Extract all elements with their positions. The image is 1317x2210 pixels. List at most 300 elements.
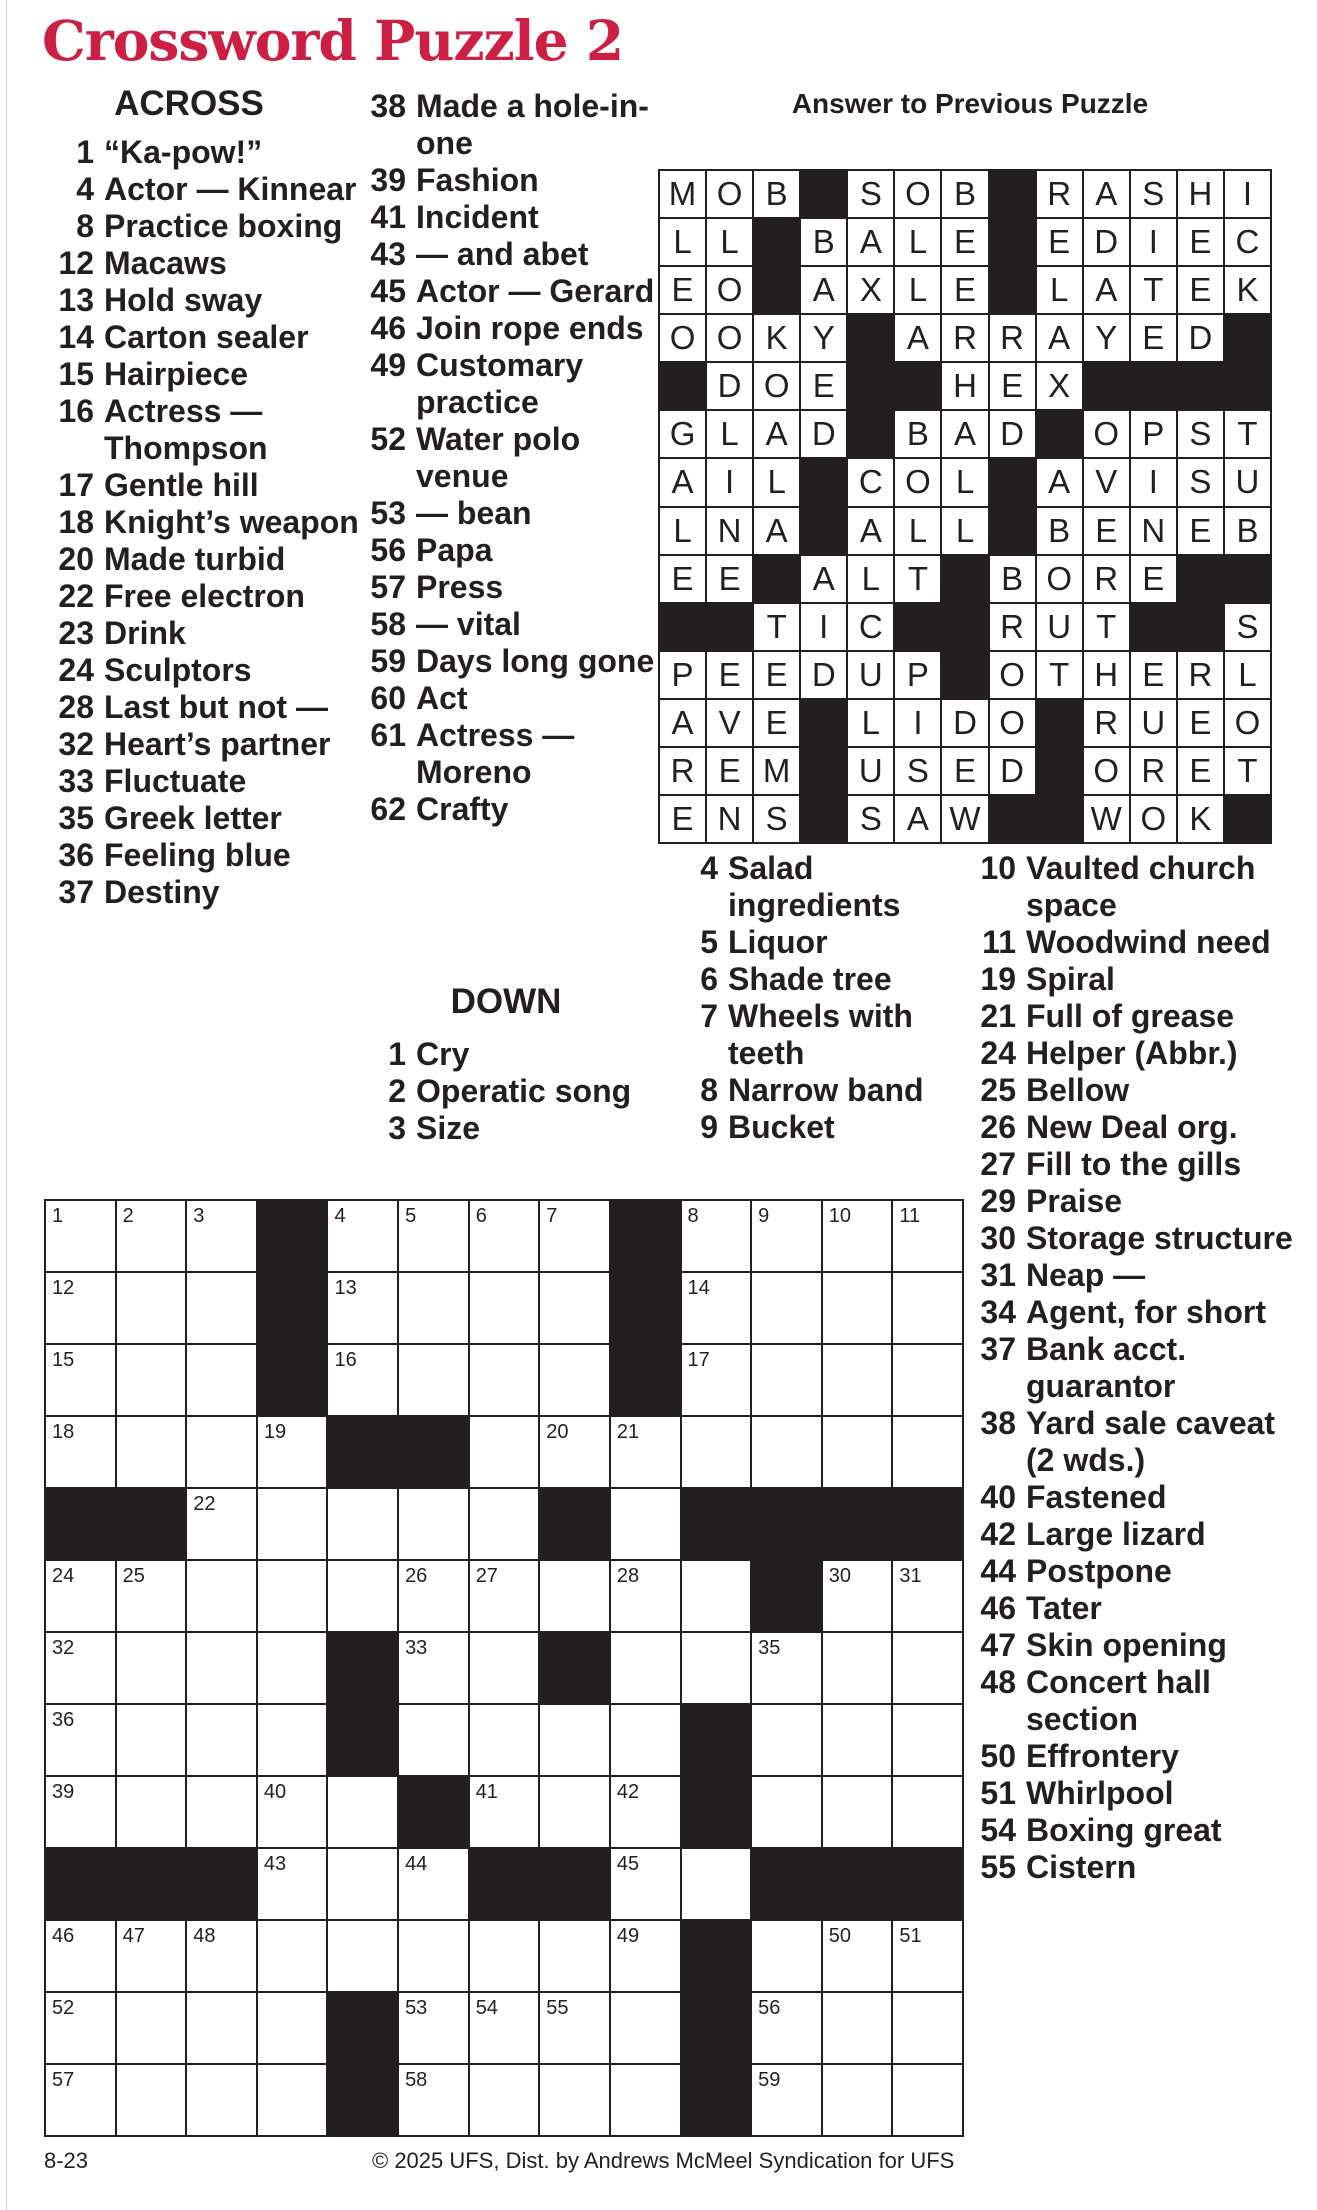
answer-letter: A: [801, 556, 846, 602]
clue-text: Hold sway: [104, 282, 263, 318]
answer-letter: I: [1131, 459, 1176, 505]
clue-text: Spiral: [1026, 961, 1115, 997]
grid-square[interactable]: [46, 1345, 115, 1415]
grid-block: [611, 1345, 680, 1415]
clue-number: 24: [980, 1035, 1016, 1071]
grid-square[interactable]: [46, 1633, 115, 1703]
clue-number: 40: [980, 1479, 1016, 1515]
answer-block: [942, 604, 987, 650]
clue-number: 11: [982, 924, 1016, 960]
grid-square[interactable]: [823, 1705, 892, 1775]
clue-text: Join rope ends: [416, 310, 644, 346]
grid-square[interactable]: [46, 1561, 115, 1631]
grid-block: [540, 1489, 609, 1559]
grid-square[interactable]: [470, 1777, 539, 1847]
clue-item: [668, 924, 968, 961]
grid-square[interactable]: [682, 1633, 751, 1703]
answer-letter: E: [1178, 267, 1223, 313]
answer-letter: M: [754, 748, 799, 794]
grid-square[interactable]: [399, 1489, 468, 1559]
answer-block: [990, 459, 1035, 505]
answer-letter: S: [754, 796, 799, 842]
grid-square[interactable]: [823, 1273, 892, 1343]
grid-square[interactable]: [470, 1417, 539, 1487]
grid-square[interactable]: [893, 2065, 962, 2135]
clue-item: [966, 1183, 1311, 1220]
answer-letter: S: [1131, 171, 1176, 217]
square-number: 45: [616, 1853, 640, 1875]
clue-item: [966, 1294, 1311, 1331]
answer-block: [942, 652, 987, 698]
answer-letter: A: [942, 411, 987, 457]
square-number: 3: [193, 1205, 205, 1227]
square-number: 55: [546, 1997, 569, 2019]
answer-letter: X: [848, 267, 893, 313]
square-number: 25: [122, 1565, 145, 1587]
grid-square[interactable]: [893, 1201, 962, 1271]
grid-square[interactable]: [540, 1345, 609, 1415]
clue-number: 37: [58, 874, 94, 910]
square-number: 9: [758, 1205, 770, 1227]
answer-letter: L: [707, 219, 752, 265]
grid-square[interactable]: [752, 1705, 821, 1775]
grid-square[interactable]: [893, 1777, 962, 1847]
clue-number: 50: [980, 1738, 1016, 1774]
grid-square[interactable]: [540, 1777, 609, 1847]
clue-item: [44, 208, 364, 245]
answer-letter: E: [660, 796, 705, 842]
answer-letter: A: [1084, 267, 1129, 313]
grid-square[interactable]: [540, 1705, 609, 1775]
answer-letter: B: [1225, 508, 1270, 554]
grid-square[interactable]: [328, 1489, 397, 1559]
grid-block: [682, 1705, 751, 1775]
grid-square[interactable]: [470, 1921, 539, 1991]
grid-square[interactable]: [258, 1561, 327, 1631]
grid-square[interactable]: [893, 1993, 962, 2063]
grid-square[interactable]: [752, 1417, 821, 1487]
answer-block: [848, 315, 893, 361]
grid-square[interactable]: [540, 1201, 609, 1271]
answer-letter: E: [1131, 315, 1176, 361]
answer-block: [1225, 556, 1270, 602]
clue-item: [356, 643, 676, 680]
clue-item: [44, 467, 364, 504]
grid-square[interactable]: [823, 1993, 892, 2063]
answer-letter: B: [754, 171, 799, 217]
grid-square[interactable]: [258, 1705, 327, 1775]
puzzle-date: 8-23: [44, 2148, 89, 2173]
grid-block: [752, 1849, 821, 1919]
answer-letter: D: [801, 652, 846, 698]
grid-square[interactable]: [893, 1561, 962, 1631]
grid-square[interactable]: [540, 1993, 609, 2063]
grid-square[interactable]: [823, 1633, 892, 1703]
grid-square[interactable]: [470, 1993, 539, 2063]
answer-letter: P: [895, 652, 940, 698]
square-number: 35: [758, 1637, 781, 1659]
grid-square[interactable]: [399, 1561, 468, 1631]
answer-letter: A: [801, 267, 846, 313]
grid-square[interactable]: [117, 1777, 186, 1847]
grid-square[interactable]: [399, 1345, 468, 1415]
previous-answer-grid: [658, 169, 1272, 844]
grid-square[interactable]: [117, 1921, 186, 1991]
answer-letter: A: [895, 315, 940, 361]
square-number: 32: [52, 1637, 75, 1659]
grid-square[interactable]: [470, 1633, 539, 1703]
clue-text: Helper (Abbr.): [1026, 1035, 1238, 1071]
grid-square[interactable]: [399, 1849, 468, 1919]
grid-square[interactable]: [752, 2065, 821, 2135]
answer-letter: D: [1084, 219, 1129, 265]
answer-letter: D: [990, 411, 1035, 457]
grid-square[interactable]: [893, 1417, 962, 1487]
grid-square[interactable]: [399, 1705, 468, 1775]
grid-square[interactable]: [682, 1849, 751, 1919]
square-number: 27: [475, 1565, 498, 1587]
square-number: 48: [193, 1925, 216, 1947]
grid-square[interactable]: [823, 1417, 892, 1487]
answer-letter: H: [1178, 171, 1223, 217]
grid-square[interactable]: [187, 1417, 256, 1487]
grid-square[interactable]: [258, 1849, 327, 1919]
clue-item: [356, 791, 676, 828]
clue-item: [966, 1405, 1311, 1479]
answer-letter: A: [1084, 171, 1129, 217]
square-number: 50: [828, 1925, 852, 1947]
answer-letter: A: [754, 411, 799, 457]
grid-square[interactable]: [470, 1705, 539, 1775]
answer-letter: O: [1131, 796, 1176, 842]
clue-item: [966, 1072, 1311, 1109]
grid-block: [258, 1201, 327, 1271]
square-number: 43: [263, 1853, 287, 1875]
answer-letter: C: [1225, 219, 1270, 265]
grid-square[interactable]: [258, 1777, 327, 1847]
square-number: 5: [405, 1205, 417, 1227]
answer-letter: T: [895, 556, 940, 602]
grid-square[interactable]: [682, 1345, 751, 1415]
grid-square[interactable]: [328, 1849, 397, 1919]
grid-square[interactable]: [117, 1705, 186, 1775]
clue-text: Fill to the gills: [1026, 1146, 1242, 1182]
clue-text: Agent, for short: [1026, 1294, 1266, 1330]
clue-number: 54: [980, 1812, 1016, 1848]
grid-square[interactable]: [893, 1705, 962, 1775]
grid-square[interactable]: [752, 1201, 821, 1271]
answer-block: [754, 556, 799, 602]
grid-square[interactable]: [399, 1993, 468, 2063]
grid-square[interactable]: [46, 1777, 115, 1847]
grid-square[interactable]: [893, 1921, 962, 1991]
square-number: 40: [263, 1781, 287, 1803]
square-number: 42: [616, 1781, 640, 1803]
square-number: 57: [52, 2069, 75, 2091]
grid-square[interactable]: [117, 1993, 186, 2063]
grid-square[interactable]: [117, 2065, 186, 2135]
grid-block: [399, 1417, 468, 1487]
grid-square[interactable]: [823, 1921, 892, 1991]
grid-square[interactable]: [187, 1273, 256, 1343]
grid-square[interactable]: [540, 1273, 609, 1343]
square-number: 10: [828, 1205, 852, 1227]
grid-square[interactable]: [611, 1561, 680, 1631]
answer-letter: S: [848, 796, 893, 842]
answer-letter: R: [1084, 556, 1129, 602]
grid-square[interactable]: [682, 1417, 751, 1487]
answer-letter: I: [1225, 171, 1270, 217]
grid-square[interactable]: [470, 1345, 539, 1415]
grid-square[interactable]: [187, 1561, 256, 1631]
grid-square[interactable]: [682, 1273, 751, 1343]
clue-item: [668, 850, 968, 924]
answer-letter: R: [1037, 171, 1082, 217]
grid-square[interactable]: [752, 1273, 821, 1343]
grid-square[interactable]: [258, 1633, 327, 1703]
grid-square[interactable]: [823, 1561, 892, 1631]
grid-square[interactable]: [752, 1993, 821, 2063]
grid-square[interactable]: [46, 1273, 115, 1343]
down-heading: DOWN: [450, 982, 562, 1021]
clue-text: Customary practice: [416, 347, 584, 420]
clue-text: Fastened: [1026, 1479, 1167, 1515]
grid-square[interactable]: [399, 2065, 468, 2135]
grid-square[interactable]: [823, 1345, 892, 1415]
clue-text: Feeling blue: [104, 837, 291, 873]
clue-text: Knight’s weapon: [104, 504, 359, 540]
clue-item: [356, 347, 676, 421]
grid-square[interactable]: [187, 1201, 256, 1271]
grid-square[interactable]: [752, 1345, 821, 1415]
grid-square[interactable]: [611, 1849, 680, 1919]
clue-text: Size: [416, 1110, 481, 1146]
grid-square[interactable]: [46, 1921, 115, 1991]
grid-square[interactable]: [187, 1633, 256, 1703]
grid-square[interactable]: [611, 1921, 680, 1991]
grid-square[interactable]: [328, 1273, 397, 1343]
grid-square[interactable]: [682, 1201, 751, 1271]
clue-number: 35: [58, 800, 94, 836]
answer-letter: V: [707, 700, 752, 746]
clue-number: 48: [980, 1664, 1016, 1700]
page-title: Crossword Puzzle 2: [42, 8, 624, 73]
clue-number: 47: [980, 1627, 1016, 1663]
grid-square[interactable]: [823, 2065, 892, 2135]
clue-item: [44, 689, 364, 726]
answer-letter: L: [848, 700, 893, 746]
answer-block: [801, 459, 846, 505]
clue-item: [966, 1331, 1311, 1405]
grid-square[interactable]: [752, 1777, 821, 1847]
grid-square[interactable]: [187, 2065, 256, 2135]
grid-square[interactable]: [611, 2065, 680, 2135]
answer-letter: E: [1178, 219, 1223, 265]
grid-square[interactable]: [470, 1489, 539, 1559]
square-number: 11: [899, 1205, 921, 1227]
grid-square[interactable]: [823, 1201, 892, 1271]
answer-block: [1225, 315, 1270, 361]
square-number: 4: [334, 1205, 346, 1227]
grid-square[interactable]: [399, 1201, 468, 1271]
clue-item: [44, 541, 364, 578]
grid-square[interactable]: [611, 1417, 680, 1487]
answer-block: [801, 508, 846, 554]
clue-number: 49: [370, 347, 406, 383]
answer-letter: H: [942, 363, 987, 409]
square-number: 52: [52, 1997, 75, 2019]
answer-letter: R: [942, 315, 987, 361]
clue-number: 26: [980, 1109, 1016, 1145]
grid-square[interactable]: [187, 1921, 256, 1991]
square-number: 18: [52, 1421, 75, 1443]
grid-square[interactable]: [399, 1273, 468, 1343]
clue-number: 27: [980, 1146, 1016, 1182]
answer-block: [801, 700, 846, 746]
grid-square[interactable]: [117, 1561, 186, 1631]
answer-letter: O: [754, 363, 799, 409]
answer-block: [1225, 363, 1270, 409]
clue-text: Practice boxing: [104, 208, 343, 244]
across-clues-col2: [356, 88, 676, 828]
clue-number: 13: [58, 282, 94, 318]
clue-number: 3: [388, 1110, 406, 1146]
clue-text: Made a hole-in-one: [416, 88, 649, 161]
grid-square[interactable]: [752, 1633, 821, 1703]
clue-item: [668, 961, 968, 998]
grid-square[interactable]: [540, 1561, 609, 1631]
grid-square[interactable]: [540, 1417, 609, 1487]
grid-square[interactable]: [328, 1921, 397, 1991]
clue-number: 57: [370, 569, 406, 605]
clue-number: 1: [388, 1036, 406, 1072]
answer-block: [1178, 556, 1223, 602]
grid-square[interactable]: [328, 1201, 397, 1271]
grid-square[interactable]: [258, 2065, 327, 2135]
clue-item: [668, 1109, 968, 1146]
clue-item: [44, 319, 364, 356]
grid-square[interactable]: [117, 1633, 186, 1703]
clue-number: 53: [370, 495, 406, 531]
grid-square[interactable]: [258, 1417, 327, 1487]
grid-square[interactable]: [117, 1201, 186, 1271]
grid-square[interactable]: [470, 1201, 539, 1271]
grid-square[interactable]: [399, 1633, 468, 1703]
grid-square[interactable]: [117, 1273, 186, 1343]
answer-block: [801, 171, 846, 217]
grid-block: [258, 1273, 327, 1343]
clue-item: [356, 1036, 676, 1073]
grid-square[interactable]: [470, 1561, 539, 1631]
clue-item: [356, 162, 676, 199]
clue-text: Days long gone: [416, 643, 655, 679]
grid-square[interactable]: [187, 1489, 256, 1559]
grid-square[interactable]: [117, 1417, 186, 1487]
answer-letter: D: [990, 748, 1035, 794]
answer-letter: X: [1037, 363, 1082, 409]
grid-square[interactable]: [540, 2065, 609, 2135]
grid-square[interactable]: [258, 1489, 327, 1559]
grid-square[interactable]: [470, 1273, 539, 1343]
grid-square[interactable]: [893, 1345, 962, 1415]
grid-square[interactable]: [258, 1993, 327, 2063]
grid-square[interactable]: [682, 1561, 751, 1631]
grid-square[interactable]: [823, 1777, 892, 1847]
grid-square[interactable]: [328, 1561, 397, 1631]
clue-number: 18: [58, 504, 94, 540]
answer-letter: A: [660, 700, 705, 746]
answer-letter: N: [707, 796, 752, 842]
grid-square[interactable]: [187, 1777, 256, 1847]
grid-square[interactable]: [611, 1705, 680, 1775]
grid-square[interactable]: [540, 1921, 609, 1991]
answer-letter: G: [660, 411, 705, 457]
clue-text: Boxing great: [1026, 1812, 1222, 1848]
clue-number: 17: [58, 467, 94, 503]
clue-item: [44, 578, 364, 615]
clue-number: 59: [370, 643, 406, 679]
clue-number: 29: [980, 1183, 1016, 1219]
grid-block: [893, 1489, 962, 1559]
grid-square[interactable]: [46, 2065, 115, 2135]
clue-number: 44: [980, 1553, 1016, 1589]
grid-square[interactable]: [611, 1489, 680, 1559]
grid-square[interactable]: [893, 1633, 962, 1703]
grid-square[interactable]: [611, 1777, 680, 1847]
clue-number: 42: [980, 1516, 1016, 1552]
answer-letter: L: [942, 459, 987, 505]
answer-letter: B: [801, 219, 846, 265]
grid-block: [611, 1201, 680, 1271]
clue-text: Skin opening: [1026, 1627, 1227, 1663]
square-number: 17: [687, 1349, 710, 1371]
previous-answer-title: Answer to Previous Puzzle: [791, 88, 1149, 119]
answer-letter: O: [707, 315, 752, 361]
answer-block: [895, 363, 940, 409]
grid-square[interactable]: [117, 1345, 186, 1415]
grid-square[interactable]: [46, 1417, 115, 1487]
grid-block: [117, 1489, 186, 1559]
clue-item: [966, 1035, 1311, 1072]
grid-square[interactable]: [328, 1777, 397, 1847]
grid-square[interactable]: [187, 1993, 256, 2063]
grid-square[interactable]: [399, 1921, 468, 1991]
answer-block: [1131, 604, 1176, 650]
answer-letter: N: [1131, 508, 1176, 554]
clue-text: Liquor: [728, 924, 828, 960]
grid-square[interactable]: [187, 1345, 256, 1415]
grid-square[interactable]: [470, 2065, 539, 2135]
grid-square[interactable]: [187, 1705, 256, 1775]
answer-block: [990, 508, 1035, 554]
grid-square[interactable]: [893, 1273, 962, 1343]
grid-square[interactable]: [46, 1201, 115, 1271]
grid-square[interactable]: [611, 1993, 680, 2063]
square-number: 16: [334, 1349, 357, 1371]
grid-square[interactable]: [46, 1705, 115, 1775]
grid-square[interactable]: [328, 1345, 397, 1415]
answer-letter: E: [754, 700, 799, 746]
grid-square[interactable]: [611, 1633, 680, 1703]
grid-square[interactable]: [752, 1921, 821, 1991]
grid-square[interactable]: [46, 1993, 115, 2063]
clue-text: Press: [416, 569, 504, 605]
clue-number: 23: [58, 615, 94, 651]
clue-text: Salad ingredients: [728, 850, 901, 923]
clue-text: Tater: [1026, 1590, 1102, 1626]
answer-block: [1037, 748, 1082, 794]
grid-square[interactable]: [258, 1921, 327, 1991]
